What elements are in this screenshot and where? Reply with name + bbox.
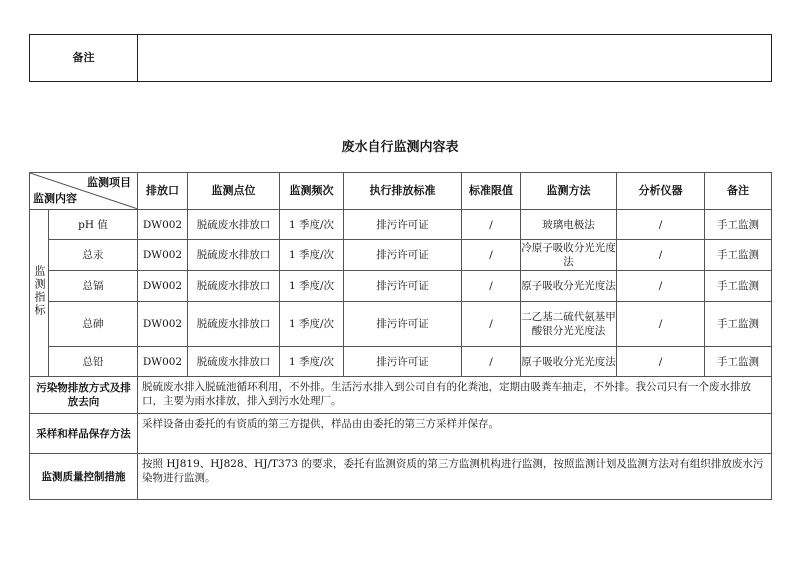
header-point: 监测点位 (188, 173, 280, 210)
table-title: 废水自行监测内容表 (341, 140, 459, 155)
diagonal-header-cell (30, 173, 138, 210)
header-item: 监测项目 (87, 176, 131, 189)
header-outlet: 排放口 (138, 173, 188, 210)
cell-limit: / (462, 302, 521, 347)
cell-remark: 手工监测 (705, 210, 772, 240)
cell-standard: 排污许可证 (344, 302, 462, 347)
cell-point: 脱硫废水排放口 (188, 240, 280, 271)
table-row (30, 210, 772, 240)
cell-standard: 排污许可证 (344, 240, 462, 271)
cell-frequency: 1 季度/次 (280, 271, 344, 302)
cell-standard: 排污许可证 (344, 347, 462, 377)
header-method: 监测方法 (521, 173, 617, 210)
remark-label: 备注 (30, 35, 138, 82)
cell-remark: 手工监测 (705, 271, 772, 302)
cell-point: 脱硫废水排放口 (188, 302, 280, 347)
cell-instrument: / (617, 302, 705, 347)
cell-method: 原子吸收分光光度法 (521, 347, 617, 377)
header-content: 监测内容 (33, 192, 77, 205)
cell-item: 总镉 (49, 271, 138, 302)
cell-method: 原子吸收分光光度法 (521, 271, 617, 302)
header-standard: 执行排放标准 (344, 173, 462, 210)
table-row (30, 240, 772, 271)
footer-text: 采样设备由委托的有资质的第三方提供，样品由由委托的第三方采样并保存。 (138, 414, 772, 454)
footer-row (30, 377, 772, 414)
cell-instrument: / (617, 210, 705, 240)
cell-instrument: / (617, 347, 705, 377)
cell-remark: 手工监测 (705, 240, 772, 271)
cell-outlet: DW002 (138, 240, 188, 271)
cell-limit: / (462, 271, 521, 302)
footer-text: 脱硫废水排入脱硫池循环利用，不外排。生活污水排入到公司自有的化粪池，定期由吸粪车抽走，不外排。我公司只有一个废水排放口，主要为雨水排放，排入到污水处理厂。 (138, 377, 772, 414)
header-frequency: 监测频次 (280, 173, 344, 210)
header-row (30, 173, 772, 210)
cell-outlet: DW002 (138, 210, 188, 240)
cell-point: 脱硫废水排放口 (188, 271, 280, 302)
cell-limit: / (462, 210, 521, 240)
cell-limit: / (462, 240, 521, 271)
cell-instrument: / (617, 271, 705, 302)
cell-item: pH 值 (49, 210, 138, 240)
footer-label: 污染物排放方式及排放去向 (30, 377, 138, 414)
header-instrument: 分析仪器 (617, 173, 705, 210)
cell-instrument: / (617, 240, 705, 271)
footer-row (30, 414, 772, 454)
cell-standard: 排污许可证 (344, 271, 462, 302)
cell-frequency: 1 季度/次 (280, 240, 344, 271)
group-label-cell (30, 210, 49, 377)
cell-frequency: 1 季度/次 (280, 347, 344, 377)
cell-frequency: 1 季度/次 (280, 302, 344, 347)
cell-outlet: DW002 (138, 347, 188, 377)
cell-item: 总铅 (49, 347, 138, 377)
table-row (30, 271, 772, 302)
cell-point: 脱硫废水排放口 (188, 347, 280, 377)
cell-outlet: DW002 (138, 302, 188, 347)
header-remark: 备注 (705, 173, 772, 210)
footer-row (30, 454, 772, 500)
footer-label: 采样和样品保存方法 (30, 414, 138, 454)
cell-method: 玻璃电极法 (521, 210, 617, 240)
remark-table (29, 34, 772, 82)
footer-label: 监测质量控制措施 (30, 454, 138, 500)
cell-item: 总砷 (49, 302, 138, 347)
footer-text: 按照 HJ819、HJ828、HJ/T373 的要求，委托有监测资质的第三方监测机构进行监测，按照监测计划及监测方法对有组织排放废水污染物进行监测。 (138, 454, 772, 500)
cell-limit: / (462, 347, 521, 377)
cell-standard: 排污许可证 (344, 210, 462, 240)
cell-remark: 手工监测 (705, 347, 772, 377)
cell-method: 冷原子吸收分光光度法 (521, 240, 617, 271)
monitoring-table (29, 172, 772, 500)
header-limit: 标准限值 (462, 173, 521, 210)
remark-value (138, 35, 772, 82)
table-row (30, 302, 772, 347)
cell-remark: 手工监测 (705, 302, 772, 347)
cell-frequency: 1 季度/次 (280, 210, 344, 240)
cell-item: 总汞 (49, 240, 138, 271)
group-label: 监测指标 (33, 265, 46, 317)
table-row (30, 347, 772, 377)
cell-point: 脱硫废水排放口 (188, 210, 280, 240)
cell-method: 二乙基二硫代氨基甲酸银分光光度法 (521, 302, 617, 347)
cell-outlet: DW002 (138, 271, 188, 302)
